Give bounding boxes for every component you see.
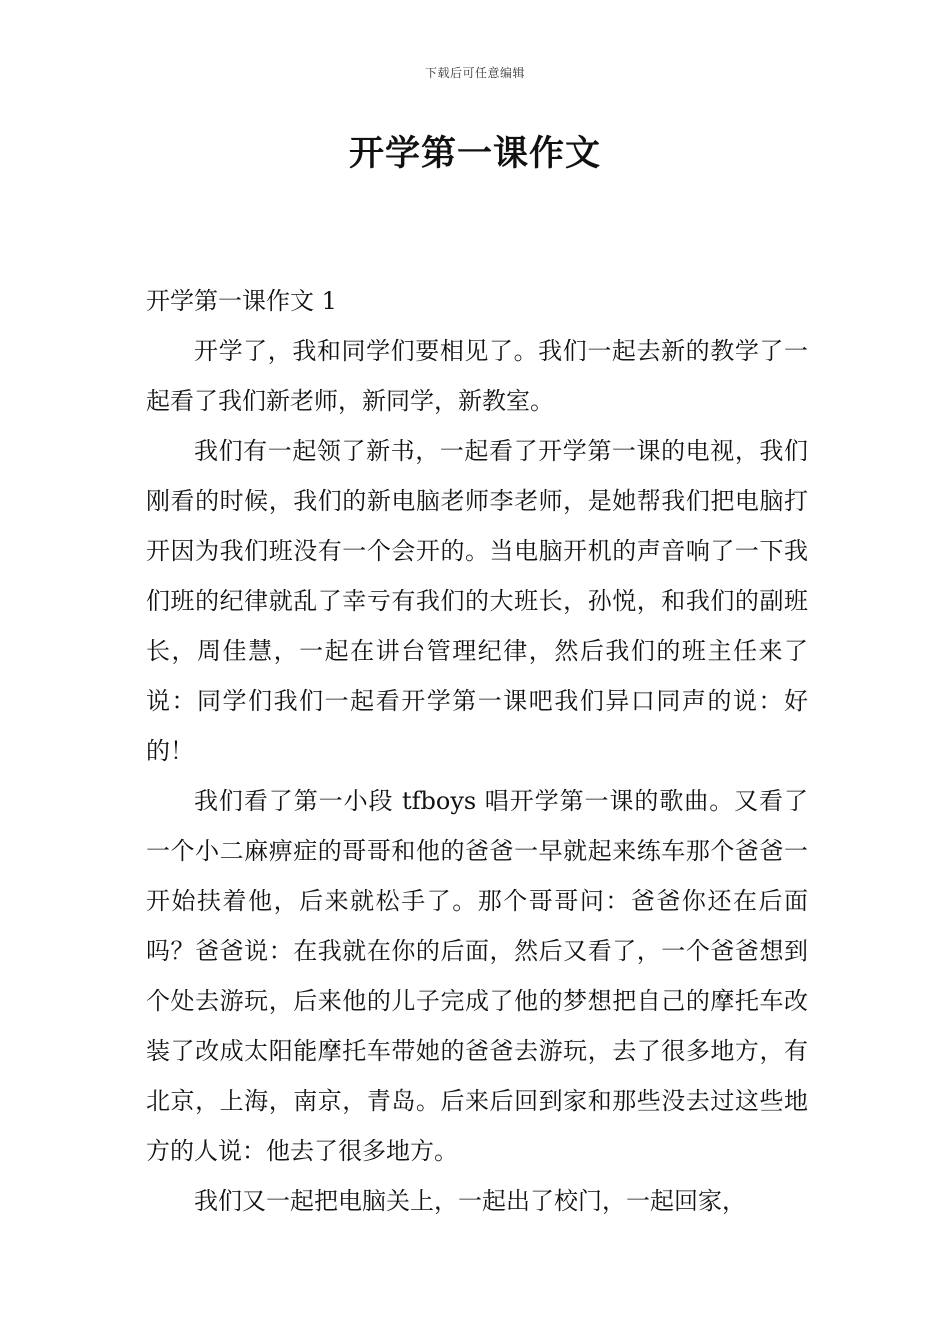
document-title: 开学第一课作文: [348, 133, 601, 174]
paragraph-1: 开学了，我和同学们要相见了。我们一起去新的教学了一起看了我们新老师，新同学，新教室。: [146, 337, 808, 415]
paragraph-4: 我们又一起把电脑关上，一起出了校门，一起回家，: [194, 1187, 746, 1215]
page-header-note: 下载后可任意编辑: [424, 66, 525, 80]
paragraph-3: 我们看了第一小段 tfboys 唱开学第一课的歌曲。又看了一个小二麻痹症的哥哥和他的爸爸一早就起来练车那个爸爸一开始扶着他，后来就松手了。那个哥哥问：爸爸你还在后面吗？爸爸说：在我就在你的后面，然后又看了，一个爸爸想到个处去游玩，后来他的儿子完成了他的梦想把自己的摩托车改装了改成太阳能摩托车带她的爸爸去游玩，去了很多地方，有北京，上海，南京，青岛。后来后回到家和那些没去过这些地方的人说：他去了很多地方。: [146, 787, 808, 1165]
document-body: [146, 276, 808, 1226]
section-heading: 开学第一课作文 1: [146, 287, 337, 315]
paragraph-2: 我们有一起领了新书，一起看了开学第一课的电视，我们刚看的时候，我们的新电脑老师李老师，是她帮我们把电脑打开因为我们班没有一个会开的。当电脑开机的声音响了一下我们班的纪律就乱了幸亏有我们的大班长，孙悦，和我们的副班长，周佳慧，一起在讲台管理纪律，然后我们的班主任来了说：同学们我们一起看开学第一课吧我们异口同声的说：好的！: [146, 437, 808, 765]
